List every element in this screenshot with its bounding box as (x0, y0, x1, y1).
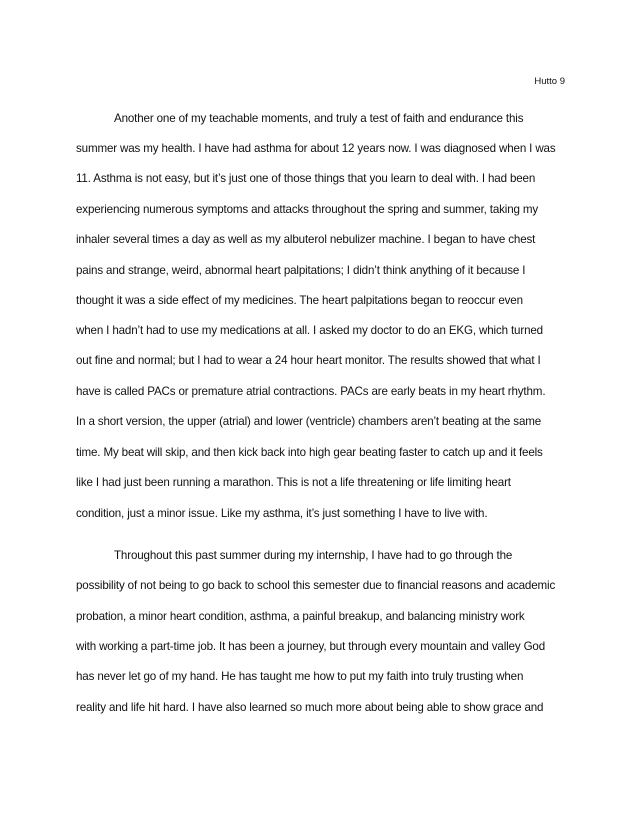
paragraph-1-line-8: when I hadn’t had to use my medications at all. I asked my doctor to do an EKG, which turned (76, 324, 543, 337)
paragraph-1-line-7: thought it was a side effect of my medicines. The heart palpitations began to reoccur even (76, 294, 523, 307)
paragraph-1-line-3: 11. Asthma is not easy, but it’s just one of those things that you learn to deal with. I had been (76, 172, 536, 185)
paragraph-2-line-1: Throughout this past summer during my internship, I have had to go through the (114, 549, 513, 562)
paragraph-2-line-3: probation, a minor heart condition, asthma, a painful breakup, and balancing ministry work (76, 610, 525, 623)
paragraph-1-line-1: Another one of my teachable moments, and truly a test of faith and endurance this (114, 112, 524, 125)
paragraph-2-line-4: with working a part-time job. It has been a journey, but through every mountain and valley God (76, 640, 546, 653)
paragraph-1-line-11: In a short version, the upper (atrial) and lower (ventricle) chambers aren’t beating at the same (76, 415, 542, 428)
paragraph-1-line-12: time. My beat will skip, and then kick back into high gear beating faster to catch up and it feels (76, 446, 543, 459)
running-head: Hutto 9 (534, 76, 565, 87)
paragraph-2-line-2: possibility of not being to go back to school this semester due to financial reasons and academic (76, 579, 556, 592)
paragraph-1-line-13: like I had just been running a marathon. This is not a life threatening or life limiting heart (76, 476, 511, 489)
paragraph-2-line-6: reality and life hit hard. I have also learned so much more about being able to show grace and (76, 701, 544, 714)
paragraph-2-line-5: has never let go of my hand. He has taught me how to put my faith into truly trusting when (76, 670, 524, 683)
paragraph-1-line-4: experiencing numerous symptoms and attacks throughout the spring and summer, taking my (76, 203, 539, 216)
paragraph-1-line-10: have is called PACs or premature atrial contractions. PACs are early beats in my heart rhythm. (76, 385, 546, 398)
paragraph-1-line-5: inhaler several times a day as well as my albuterol nebulizer machine. I began to have chest (76, 233, 536, 246)
paragraph-1-line-6: pains and strange, weird, abnormal heart palpitations; I didn’t think anything of it because I (76, 264, 526, 277)
paragraph-1-line-2: summer was my health. I have had asthma for about 12 years now. I was diagnosed when I was (76, 142, 556, 155)
paragraph-1-line-14: condition, just a minor issue. Like my asthma, it’s just something I have to live with. (76, 507, 488, 520)
paragraph-1-line-9: out fine and normal; but I had to wear a 24 hour heart monitor. The results showed that what I (76, 354, 541, 367)
